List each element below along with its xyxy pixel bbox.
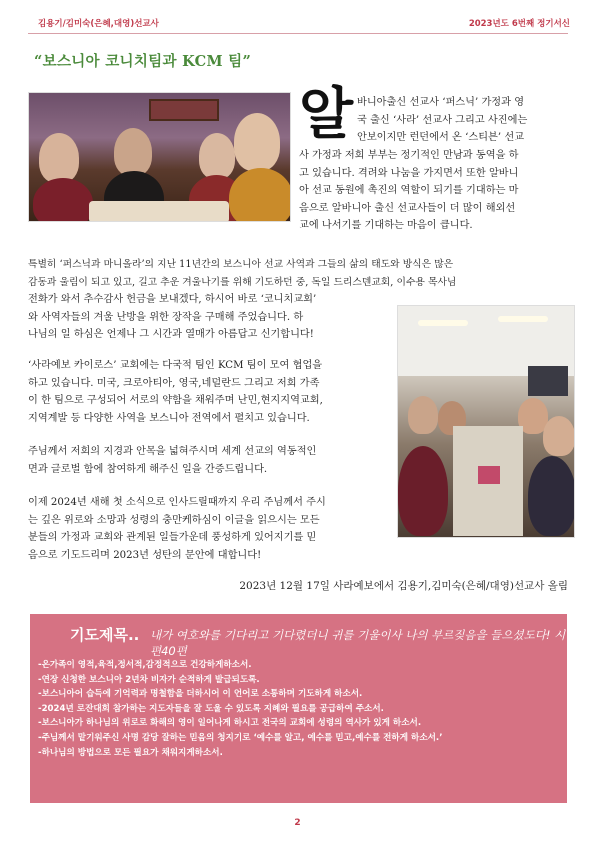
list-item: -보스니아가 하나님의 위로로 화해의 영이 일어나게 하시고 전국의 교회에 성령의 역사가 있게 하소서. [38,718,422,729]
header-letter-number: 2023년도 6번째 정기서신 [468,19,570,29]
paragraph-line: 주님께서 저희의 지경과 안목을 넓혀주시며 세계 선교의 역동적인 [28,446,317,457]
paragraph-line: 특별히 ‘퍼스닉과 마니올라’의 지난 11년간의 보스니아 선교 사역과 그들의 삶의 태도와 방식은 많은 [28,259,454,270]
paragraph-line: 와 사역자들의 겨울 난방을 위한 장작을 구매해 주었습니다. 하 [28,311,304,323]
prayer-list [38,658,442,760]
paragraph-line: 아 선교 동원에 촉진의 역할이 되기를 기대하는 마 [299,185,519,197]
prayer-requests-box [30,614,567,803]
list-item: -보스니아어 습득에 기억력과 명철함을 더하시어 이 언어로 소통하며 기도하게 하소서. [38,689,363,700]
group-photo-kcm-team [397,305,575,538]
paragraph-testimony [28,443,388,478]
paragraph-line: 교에 나서기를 기대하는 마음이 큽니다. [299,220,473,232]
paragraph-line: 지역계발 등 다양한 사역을 보스니아 전역에서 펼치고 있습니다. [28,412,310,424]
paragraph-christmas-greeting [28,494,388,564]
paragraph-konjic-support-side [28,291,388,344]
paragraph-line: 국 출신 ‘사라’ 선교사 그리고 사진에는 [357,114,528,126]
intro-paragraph-continued [299,147,567,235]
list-item: -온가족이 영적,육적,정서적,감정적으로 건강하게하소서. [38,660,252,670]
list-item: -연장 신청한 보스니아 2년차 비자가 순적하게 발급되도록. [38,674,260,685]
paragraph-line: 분들의 가정과 교회와 관계된 일들가운데 풍성하게 있어지기를 믿 [28,532,317,544]
paragraph-line: 감동과 울림이 되고 있고, 길고 추운 겨울나기를 위해 기도하던 중, 독일 드리스덴교회, 이수용 목사님 [28,276,457,288]
signature-line: 2023년 12월 17일 사라예보에서 김용기,김미숙(은혜/대영)선교사 올림 [239,580,568,592]
paragraph-line: 나님의 일 하심은 언제나 그 시간과 열매가 아름답고 신기합니다! [28,329,314,341]
list-item: -주님께서 맡기워주신 사명 감당 잘하는 믿음의 청지기로 ‘예수를 알고, 예수를 믿고,예수를 전하게 하소서.’ [38,732,443,743]
article-title: “보스니아 코니치팀과 KCM 팀” [34,53,252,70]
paragraph-line: 하고 있습니다. 미국, 크로아티아, 영국,네덜란드 그리고 저희 가족 [28,377,320,389]
paragraph-line: 이제 2024년 새해 첫 소식으로 인사드릴때까지 우리 주님께서 주시 [28,497,326,508]
prayer-verse: 내가 여호와를 기다리고 기다렸더니 귀를 기울이사 나의 부르짖음을 들으셨도다! 시편40편 [150,628,566,658]
paragraph-line: ‘사라예보 카이로스’ 교회에는 다국적 팀인 KCM 팀이 모여 협업을 [28,360,323,371]
paragraph-konjic-support [28,256,568,291]
group-photo-dinner [28,92,291,222]
paragraph-line: 바니아출신 선교사 ‘퍼스닉’ 가정과 영 [357,97,525,108]
paragraph-line: 사 가정과 저희 부부는 정기적인 만남과 동역을 하 [299,150,519,161]
paragraph-line: 전화가 와서 추수감사 헌금을 보내겠다, 하시어 바로 ‘코니치교회’ [28,294,317,305]
header-divider [28,33,568,34]
paragraph-kcm-team [28,357,388,427]
paragraph-line: 음으로 기도드리며 2023년 성탄의 문안에 대합니다! [28,549,262,561]
page-number: 2 [294,818,301,828]
paragraph-line: 안보이지만 런던에서 온 ‘스티븐’ 선교 [357,132,525,144]
paragraph-line: 이 한 팀으로 구성되어 서로의 약함을 채워주며 난민,현지지역교회, [28,395,323,407]
prayer-title: 기도제목.. [70,626,140,644]
list-item: -2024년 로잔대회 참가하는 지도자들을 잘 도울 수 있도록 지혜와 필요를 공급하여 주소서. [38,703,384,714]
drop-cap-letter: 알 [299,81,354,147]
paragraph-line: 면과 글로벌 함에 참여하게 해주신 일을 간증드립니다. [28,463,268,475]
paragraph-line: 음으로 알바니아 출신 선교사들이 더 많이 해외선 [299,202,516,214]
paragraph-line: 고 있습니다. 격려와 나눔을 가지면서 또한 알바니 [299,167,519,179]
intro-paragraph [357,94,567,147]
header-missionary-names: 김용기/김미숙(은혜,대영)선교사 [38,19,159,29]
list-item: -하나님의 방법으로 모든 필요가 채워지게하소서. [38,747,223,758]
paragraph-line: 는 깊은 위로와 소망과 성령의 충만케하심이 이글을 읽으시는 모든 [28,514,320,526]
page-header [38,14,570,32]
